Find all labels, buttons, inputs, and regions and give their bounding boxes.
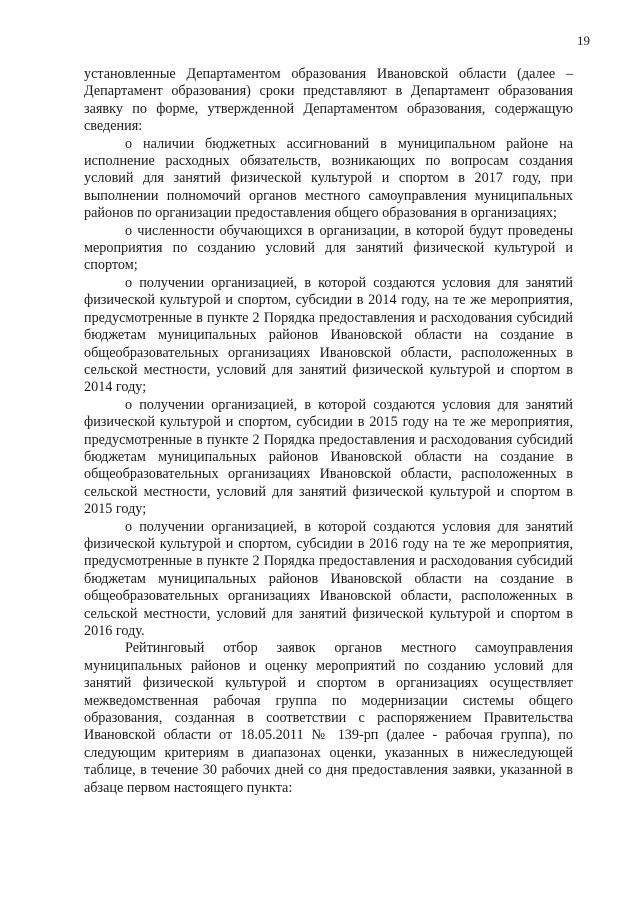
paragraph: установленные Департаментом образования Ивановской области (далее – Департамент образования) сроки представляют в Департамент образования заявку по форме, утвержденной Департаментом образования, содержащую сведения: bbox=[84, 66, 573, 135]
page-number: 19 bbox=[577, 33, 590, 48]
paragraph: о получении организацией, в которой создаются условия для занятий физической культурой и спортом, субсидии в 2016 году на те же мероприятия, предусмотренные в пункте 2 Порядка предоставления и расходования субсидий бюджетам муниципальных районов Ивановской области на создание в общеобразовательных организациях Ивановской области, расположенных в сельской местности, условий для занятий физической культурой и спортом в 2016 году. bbox=[84, 518, 573, 639]
paragraph: о численности обучающихся в организации, в которой будут проведены мероприятия по созданию условий для занятий физической культурой и спортом; bbox=[84, 222, 573, 274]
paragraph: о получении организацией, в которой создаются условия для занятий физической культурой и спортом, субсидии в 2014 году, на те же мероприятия, предусмотренные в пункте 2 Порядка предоставления и расходования субсидий бюджетам муниципальных районов Ивановской области на создание в общеобразовательных организациях Ивановской области, расположенных в сельской местности, условий для занятий физической культурой и спортом в 2014 году; bbox=[84, 274, 573, 396]
document-body bbox=[84, 66, 573, 797]
paragraph: Рейтинговый отбор заявок органов местного самоуправления муниципальных районов и оценку мероприятий по созданию условий для занятий физической культурой и спортом в организациях осуществляет межведомственная рабочая группа по модернизации системы общего образования, созданная в соответствии с распоряжением Правительства Ивановской области от 18.05.2011 № 139-рп (далее - рабочая группа), по следующим критериям в диапазонах оценки, указанных в нижеследующей таблице, в течение 30 рабочих дней со дня предоставления заявки, указанной в абзаце первом настоящего пункта: bbox=[84, 640, 573, 796]
paragraph: о наличии бюджетных ассигнований в муниципальном районе на исполнение расходных обязательств, возникающих по вопросам создания условий для занятий физической культурой и спортом в 2017 году, при выполнении полномочий органов местного самоуправления муниципальных районов по организации предоставления общего образования в организациях; bbox=[84, 135, 573, 222]
paragraph: о получении организацией, в которой создаются условия для занятий физической культурой и спортом, субсидии в 2015 году на те же мероприятия, предусмотренные в пункте 2 Порядка предоставления и расходования субсидий бюджетам муниципальных районов Ивановской области на создание в общеобразовательных организациях Ивановской области, расположенных в сельской местности, условий для занятий физической культурой и спортом в 2015 году; bbox=[84, 396, 573, 518]
